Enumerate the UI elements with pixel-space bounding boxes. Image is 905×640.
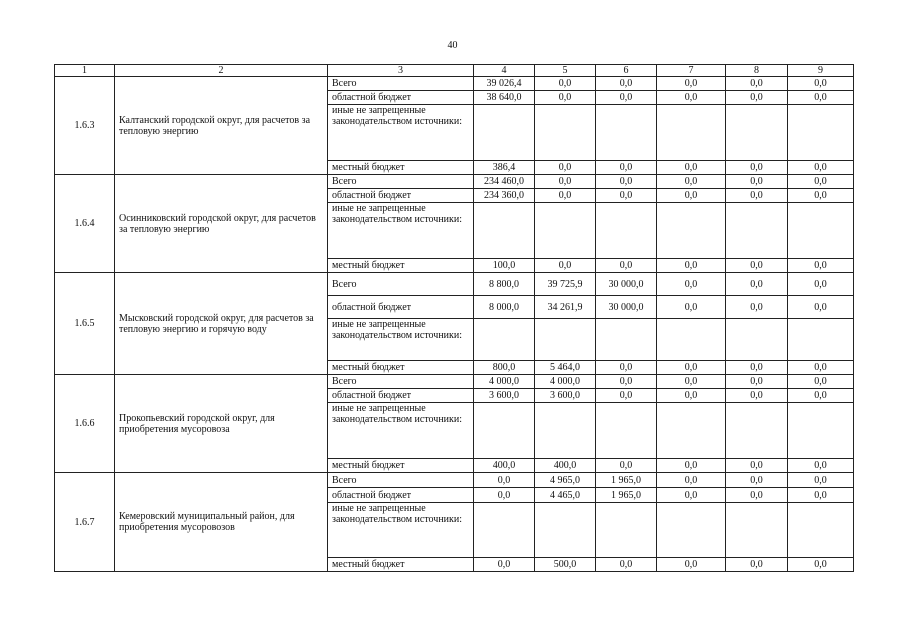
funding-source-label: Всего	[328, 473, 474, 488]
funding-source-label: местный бюджет	[328, 361, 474, 375]
value-cell: 8 000,0	[474, 296, 535, 319]
table-row	[55, 175, 854, 189]
funding-source-label: Всего	[328, 175, 474, 189]
value-cell	[657, 203, 726, 259]
value-cell: 0,0	[596, 259, 657, 273]
value-cell: 234 360,0	[474, 189, 535, 203]
funding-source-label: иные не запрещенные законодательством источники:	[328, 403, 474, 459]
value-cell: 0,0	[535, 91, 596, 105]
value-cell: 1 965,0	[596, 473, 657, 488]
value-cell: 0,0	[596, 361, 657, 375]
value-cell: 1 965,0	[596, 488, 657, 503]
value-cell: 0,0	[788, 459, 854, 473]
value-cell: 0,0	[726, 296, 788, 319]
value-cell: 400,0	[535, 459, 596, 473]
value-cell: 386,4	[474, 161, 535, 175]
value-cell	[657, 503, 726, 558]
funding-source-label: областной бюджет	[328, 296, 474, 319]
value-cell: 4 965,0	[535, 473, 596, 488]
funding-source-label: местный бюджет	[328, 161, 474, 175]
value-cell: 0,0	[788, 175, 854, 189]
section-name: Мысковский городской округ, для расчетов за тепловую энергию и горячую воду	[115, 273, 328, 375]
value-cell: 0,0	[788, 296, 854, 319]
value-cell	[474, 319, 535, 361]
value-cell	[535, 503, 596, 558]
section-name: Прокопьевский городской округ, для приобретения мусоровоза	[115, 375, 328, 473]
funding-source-label: местный бюджет	[328, 459, 474, 473]
value-cell: 0,0	[474, 473, 535, 488]
funding-source-label: областной бюджет	[328, 189, 474, 203]
value-cell	[596, 503, 657, 558]
value-cell	[657, 403, 726, 459]
table-row	[55, 375, 854, 389]
value-cell: 8 800,0	[474, 273, 535, 296]
value-cell: 4 000,0	[535, 375, 596, 389]
value-cell: 0,0	[596, 77, 657, 91]
value-cell	[596, 319, 657, 361]
value-cell: 0,0	[726, 361, 788, 375]
value-cell: 0,0	[535, 77, 596, 91]
value-cell: 38 640,0	[474, 91, 535, 105]
value-cell: 30 000,0	[596, 273, 657, 296]
value-cell: 3 600,0	[535, 389, 596, 403]
value-cell	[788, 403, 854, 459]
value-cell	[788, 503, 854, 558]
value-cell	[535, 403, 596, 459]
value-cell: 0,0	[657, 558, 726, 572]
value-cell: 0,0	[596, 375, 657, 389]
value-cell: 0,0	[726, 77, 788, 91]
header-cell: 9	[788, 65, 854, 77]
value-cell: 0,0	[657, 189, 726, 203]
value-cell	[726, 105, 788, 161]
value-cell: 0,0	[726, 91, 788, 105]
table-row	[55, 473, 854, 488]
header-cell: 8	[726, 65, 788, 77]
header-cell: 5	[535, 65, 596, 77]
value-cell: 500,0	[535, 558, 596, 572]
value-cell	[596, 105, 657, 161]
value-cell: 0,0	[726, 488, 788, 503]
funding-source-label: Всего	[328, 273, 474, 296]
section-index: 1.6.4	[55, 175, 115, 273]
value-cell: 0,0	[788, 389, 854, 403]
value-cell: 0,0	[596, 389, 657, 403]
value-cell: 0,0	[657, 473, 726, 488]
value-cell: 0,0	[474, 488, 535, 503]
value-cell: 0,0	[788, 259, 854, 273]
section-name: Осинниковский городской округ, для расчетов за тепловую энергию	[115, 175, 328, 273]
value-cell	[788, 319, 854, 361]
value-cell: 3 600,0	[474, 389, 535, 403]
value-cell: 0,0	[726, 175, 788, 189]
value-cell	[788, 203, 854, 259]
funding-source-label: местный бюджет	[328, 259, 474, 273]
value-cell	[535, 319, 596, 361]
header-cell: 7	[657, 65, 726, 77]
header-cell: 3	[328, 65, 474, 77]
value-cell	[788, 105, 854, 161]
value-cell	[657, 105, 726, 161]
value-cell	[474, 203, 535, 259]
value-cell: 234 460,0	[474, 175, 535, 189]
value-cell: 0,0	[726, 273, 788, 296]
value-cell: 0,0	[657, 459, 726, 473]
funding-source-label: Всего	[328, 375, 474, 389]
value-cell: 0,0	[596, 189, 657, 203]
value-cell: 0,0	[726, 375, 788, 389]
header-cell: 6	[596, 65, 657, 77]
value-cell: 39 026,4	[474, 77, 535, 91]
value-cell: 0,0	[788, 77, 854, 91]
value-cell: 0,0	[788, 273, 854, 296]
value-cell: 0,0	[726, 189, 788, 203]
value-cell: 0,0	[657, 91, 726, 105]
value-cell: 34 261,9	[535, 296, 596, 319]
value-cell	[657, 319, 726, 361]
value-cell: 0,0	[657, 77, 726, 91]
value-cell: 0,0	[596, 175, 657, 189]
value-cell: 0,0	[596, 91, 657, 105]
header-cell: 1	[55, 65, 115, 77]
value-cell: 0,0	[726, 473, 788, 488]
value-cell: 0,0	[788, 161, 854, 175]
value-cell: 39 725,9	[535, 273, 596, 296]
header-row	[55, 65, 854, 77]
value-cell: 0,0	[726, 459, 788, 473]
funding-source-label: областной бюджет	[328, 389, 474, 403]
value-cell	[726, 403, 788, 459]
funding-source-label: иные не запрещенные законодательством источники:	[328, 203, 474, 259]
value-cell: 0,0	[596, 558, 657, 572]
value-cell: 5 464,0	[535, 361, 596, 375]
section-index: 1.6.7	[55, 473, 115, 572]
value-cell: 4 000,0	[474, 375, 535, 389]
funding-source-label: областной бюджет	[328, 91, 474, 105]
page-number: 40	[447, 40, 458, 51]
value-cell: 0,0	[657, 375, 726, 389]
value-cell	[596, 403, 657, 459]
value-cell: 0,0	[657, 273, 726, 296]
value-cell: 0,0	[726, 558, 788, 572]
section-index: 1.6.5	[55, 273, 115, 375]
value-cell	[474, 105, 535, 161]
value-cell: 0,0	[726, 259, 788, 273]
value-cell: 0,0	[596, 161, 657, 175]
value-cell: 0,0	[788, 189, 854, 203]
table-row	[55, 273, 854, 296]
table-row	[55, 77, 854, 91]
value-cell: 0,0	[726, 161, 788, 175]
section-name: Кемеровский муниципальный район, для приобретения мусоровозов	[115, 473, 328, 572]
value-cell: 30 000,0	[596, 296, 657, 319]
header-cell: 4	[474, 65, 535, 77]
value-cell: 400,0	[474, 459, 535, 473]
value-cell: 0,0	[788, 473, 854, 488]
budget-table	[54, 64, 854, 572]
value-cell: 0,0	[657, 175, 726, 189]
value-cell: 0,0	[657, 361, 726, 375]
funding-source-label: Всего	[328, 77, 474, 91]
value-cell	[474, 403, 535, 459]
value-cell	[726, 203, 788, 259]
value-cell: 0,0	[657, 488, 726, 503]
value-cell: 0,0	[535, 175, 596, 189]
section-index: 1.6.3	[55, 77, 115, 175]
value-cell: 0,0	[788, 558, 854, 572]
value-cell: 0,0	[474, 558, 535, 572]
value-cell: 0,0	[657, 259, 726, 273]
value-cell: 0,0	[535, 189, 596, 203]
value-cell: 4 465,0	[535, 488, 596, 503]
value-cell	[474, 503, 535, 558]
value-cell	[535, 203, 596, 259]
funding-source-label: иные не запрещенные законодательством источники:	[328, 105, 474, 161]
value-cell	[535, 105, 596, 161]
value-cell: 0,0	[657, 296, 726, 319]
value-cell: 0,0	[788, 91, 854, 105]
funding-source-label: местный бюджет	[328, 558, 474, 572]
value-cell: 0,0	[596, 459, 657, 473]
value-cell: 800,0	[474, 361, 535, 375]
value-cell	[726, 503, 788, 558]
value-cell: 0,0	[657, 389, 726, 403]
value-cell	[596, 203, 657, 259]
value-cell	[726, 319, 788, 361]
header-cell: 2	[115, 65, 328, 77]
value-cell: 0,0	[535, 259, 596, 273]
section-index: 1.6.6	[55, 375, 115, 473]
funding-source-label: иные не запрещенные законодательством источники:	[328, 503, 474, 558]
value-cell: 0,0	[535, 161, 596, 175]
value-cell: 0,0	[788, 361, 854, 375]
value-cell: 100,0	[474, 259, 535, 273]
value-cell: 0,0	[657, 161, 726, 175]
value-cell: 0,0	[788, 375, 854, 389]
section-name: Калтанский городской округ, для расчетов за тепловую энергию	[115, 77, 328, 175]
funding-source-label: иные не запрещенные законодательством источники:	[328, 319, 474, 361]
value-cell: 0,0	[788, 488, 854, 503]
funding-source-label: областной бюджет	[328, 488, 474, 503]
value-cell: 0,0	[726, 389, 788, 403]
